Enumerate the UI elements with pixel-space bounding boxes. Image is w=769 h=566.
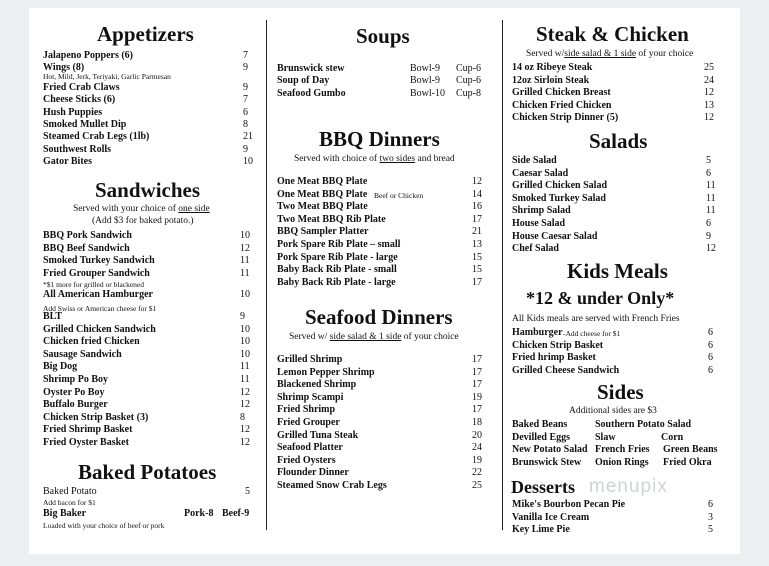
side-item: Green Beans	[663, 444, 718, 456]
item-price: 12	[472, 176, 482, 187]
menu-page	[29, 8, 740, 554]
item-name: Seafood Gumbo	[277, 87, 346, 99]
item-name: Gator Bites	[43, 156, 92, 168]
item-price: 25	[704, 62, 714, 73]
side-item: Baked Beans	[512, 419, 568, 430]
side-item: Corn	[661, 431, 684, 443]
item-price: 12	[240, 437, 250, 448]
side-item: New Potato Salad	[512, 444, 588, 456]
item-price: 13	[704, 99, 714, 111]
side-item: Slaw	[595, 431, 616, 443]
soups-title: Soups	[356, 24, 410, 48]
item-name: Brunswick stew	[277, 63, 345, 74]
item-name: Fried hrimp Basket	[512, 352, 596, 364]
item-price: 17	[472, 276, 482, 288]
item-name: Fried Grouper	[277, 417, 340, 428]
item-name: Smoked Mullet Dip	[43, 119, 127, 130]
item-name: Two Meat BBQ Rib Plate	[277, 213, 386, 225]
kids-title-2: *12 & under Only*	[526, 288, 675, 308]
item-price: 20	[472, 429, 482, 441]
item-name: Chicken Fried Chicken	[512, 99, 612, 111]
side-item: Brunswick Stew	[512, 456, 582, 468]
baked-potatoes-title: Baked Potatoes	[78, 460, 217, 484]
steak-title: Steak & Chicken	[536, 22, 689, 46]
item-price: 6	[706, 218, 711, 229]
item-name: Mike's Bourbon Pecan Pie	[512, 499, 626, 510]
kids-title: Kids Meals	[567, 259, 668, 283]
side-item: Onion Rings	[595, 456, 649, 468]
item-name: Fried Grouper Sandwich	[43, 267, 150, 279]
cheese-note: -Add cheese for $1	[563, 329, 621, 338]
item-name: Chef Salad	[512, 243, 559, 255]
item-price: 19	[472, 454, 482, 466]
item-price: 6	[708, 339, 713, 351]
item-name: Fried Crab Claws	[43, 81, 120, 93]
bbq-subtitle: Served with choice of two sides and bread	[294, 154, 455, 164]
desserts-title: Desserts	[511, 477, 575, 497]
item-price: 17	[472, 379, 482, 391]
sides-subtitle: Additional sides are $3	[569, 406, 657, 416]
item-cup: Cup-8	[456, 87, 481, 99]
item-price: 10	[243, 156, 253, 168]
item-name: Smoked Turkey Salad	[512, 192, 606, 204]
sides-title: Sides	[597, 380, 644, 404]
sandwiches-title: Sandwiches	[95, 178, 201, 202]
column-divider	[502, 20, 503, 530]
item-name: BBQ Beef Sandwich	[43, 242, 130, 254]
item-price: 12	[704, 112, 714, 124]
item-name: Grilled Tuna Steak	[277, 429, 359, 441]
item-price: 17	[472, 404, 482, 416]
item-name: All American Hamburger	[43, 289, 153, 301]
item-price: 6	[706, 167, 711, 179]
item-price: 7	[243, 50, 248, 61]
item-price: 18	[472, 417, 482, 428]
item-price: 9	[240, 311, 245, 322]
item-name: Grilled Chicken Sandwich	[43, 323, 156, 335]
item-price: 12	[240, 424, 250, 436]
item-name: BBQ Sampler Platter	[277, 226, 369, 238]
item-name: 12oz Sirloin Steak	[512, 74, 590, 86]
item-name: Baby Back Rib Plate - large	[277, 276, 396, 288]
item-name: Side Salad	[512, 155, 557, 166]
item-bowl: Bowl-9	[410, 63, 440, 74]
item-name: Grilled Cheese Sandwich	[512, 364, 620, 376]
item-name: Buffalo Burger	[43, 399, 108, 411]
item-price: 6	[708, 499, 713, 510]
item-name: Chicken Strip Basket	[512, 339, 604, 351]
side-item: French Fries	[595, 444, 650, 456]
item-name: Steamed Crab Legs (1lb)	[43, 131, 150, 143]
item-bowl: Bowl-10	[410, 87, 445, 99]
item-price: 10	[240, 230, 250, 241]
item-name: Pork Spare Rib Plate - large	[277, 251, 398, 263]
item-price: 12	[706, 243, 716, 255]
item-price: 3	[708, 511, 713, 523]
item-cup: Cup-6	[456, 75, 481, 87]
item-name: BBQ Pork Sandwich	[43, 230, 132, 241]
item-name: Hush Puppies	[43, 106, 103, 118]
item-name: Oyster Po Boy	[43, 386, 105, 398]
item-bowl: Bowl-9	[410, 75, 440, 87]
item-price: 11	[706, 180, 716, 192]
item-price: 17	[472, 213, 482, 225]
item-name: Shrimp Salad	[512, 205, 571, 217]
kids-subtitle: All Kids meals are served with French Fries	[512, 314, 680, 324]
bbq-title: BBQ Dinners	[319, 127, 440, 151]
item-price: 12	[240, 386, 250, 398]
beef-chicken-note: Beef or Chicken	[374, 191, 424, 200]
item-price: 10	[240, 336, 250, 348]
item-price: 12	[240, 399, 250, 411]
item-name: House Salad	[512, 218, 566, 229]
item-name: Two Meat BBQ Plate	[277, 201, 368, 213]
item-price: 6	[708, 364, 713, 376]
item-price: 5	[706, 155, 711, 166]
item-name: BLT	[43, 311, 63, 322]
item-name: Blackened Shrimp	[277, 379, 357, 391]
side-item: Devilled Eggs	[512, 431, 571, 443]
item-price: 12	[240, 242, 250, 254]
item-price: 6	[243, 106, 248, 118]
item-name: Big Dog	[43, 361, 78, 373]
item-name: Chicken Strip Dinner (5)	[512, 112, 619, 124]
item-name: Soup of Day	[277, 75, 330, 87]
item-price: 21	[472, 226, 482, 238]
item-name: Fried Oyster Basket	[43, 437, 129, 448]
item-price: 12	[704, 87, 714, 99]
item-name: Steamed Snow Crab Legs	[277, 480, 387, 491]
item-price: 16	[472, 201, 482, 213]
item-name: Grilled Shrimp	[277, 354, 343, 365]
sandwiches-subtitle: Served with your choice of one side	[73, 204, 210, 214]
wings-note: Hot, Mild, Jerk, Teriyaki, Garlic Parmesan	[43, 72, 171, 81]
item-name: Grilled Chicken Breast	[512, 87, 611, 99]
item-price: 10	[240, 323, 250, 335]
item-price: 6	[708, 352, 713, 364]
item-name: Key Lime Pie	[512, 524, 570, 536]
seafood-title: Seafood Dinners	[305, 305, 453, 329]
item-price: 17	[472, 366, 482, 378]
item-price: 7	[243, 94, 248, 106]
big-baker-note: Loaded with your choice of beef or pork	[43, 521, 165, 530]
item-price: 10	[240, 289, 250, 301]
item-name: Seafood Platter	[277, 442, 343, 454]
item-name: Chicken Strip Basket (3)	[43, 411, 149, 423]
item-price: 10	[240, 348, 250, 360]
item-price: 24	[704, 74, 714, 86]
item-cup: Cup-6	[456, 63, 481, 74]
burger-note: Add Swiss or American cheese for $1	[43, 304, 157, 313]
side-item: Southern Potato Salad	[595, 419, 692, 430]
item-price: 8	[240, 411, 245, 423]
item-name: Chicken fried Chicken	[43, 336, 140, 348]
item-price: 9	[243, 62, 248, 74]
column-divider	[266, 20, 267, 530]
item-price: 9	[706, 230, 711, 242]
grouper-note: *$1 more for grilled or blackened	[43, 280, 145, 289]
appetizers-title: Appetizers	[97, 22, 194, 46]
item-name: Pork Spare Rib Plate – small	[277, 239, 401, 250]
item-price: 11	[240, 361, 250, 373]
item-price: 24	[472, 442, 482, 454]
item-name: Southwest Rolls	[43, 143, 112, 155]
item-price: 11	[240, 267, 250, 279]
item-price: 19	[472, 391, 482, 403]
seafood-subtitle: Served w/ side salad & 1 side of your choice	[289, 332, 459, 342]
bacon-note: Add bacon for $1	[43, 498, 96, 507]
steak-subtitle: Served w/side salad & 1 side of your choice	[526, 49, 694, 59]
salads-title: Salads	[589, 129, 648, 153]
item-name: Sausage Sandwich	[43, 348, 122, 360]
item-price: 21	[243, 131, 253, 143]
item-price: 8	[243, 119, 248, 130]
item-price: 9	[243, 81, 248, 93]
item-name: Jalapeno Poppers (6)	[43, 50, 133, 61]
item-price: 6	[708, 327, 713, 338]
item-price: 5	[708, 524, 713, 536]
item-name: Lemon Pepper Shrimp	[277, 366, 375, 378]
item-name: Baby Back Rib Plate - small	[277, 264, 397, 276]
item-price: 17	[472, 354, 482, 365]
item-price: 15	[472, 264, 482, 276]
item-price: 9	[243, 143, 248, 155]
item-name: Fried Oysters	[277, 454, 336, 466]
item-name: Fried Shrimp	[277, 404, 336, 416]
item-name: Wings (8)	[43, 62, 85, 74]
sandwiches-subtitle-2: (Add $3 for baked potato.)	[92, 216, 194, 226]
item-name: Shrimp Scampi	[277, 391, 344, 403]
item-price: 11	[240, 255, 250, 267]
side-item: Fried Okra	[663, 456, 712, 468]
item-name: 14 oz Ribeye Steak	[512, 62, 593, 73]
item-name: Vanilla Ice Cream	[512, 511, 590, 523]
menu-item: Big Baker Pork-8 Beef-9	[43, 508, 250, 519]
item-name: One Meat BBQ Plate	[277, 188, 368, 200]
item-name: Smoked Turkey Sandwich	[43, 255, 155, 267]
item-name: Cheese Sticks (6)	[43, 94, 116, 106]
item-name: Shrimp Po Boy	[43, 374, 109, 385]
item-price: 11	[706, 192, 716, 204]
item-name: Grilled Chicken Salad	[512, 180, 608, 192]
item-price: 15	[472, 251, 482, 263]
item-price: 13	[472, 239, 482, 250]
item-name: Hamburger	[512, 327, 563, 338]
item-name: Fried Shrimp Basket	[43, 424, 133, 436]
item-name: One Meat BBQ Plate	[277, 176, 368, 187]
item-price: 14	[472, 188, 482, 200]
menu-item: Baked Potato 5	[43, 486, 250, 497]
item-name: House Caesar Salad	[512, 230, 598, 242]
item-price: 25	[472, 480, 482, 491]
item-name: Flounder Dinner	[277, 467, 349, 479]
item-name: Caesar Salad	[512, 167, 569, 179]
watermark: menupix	[589, 476, 668, 497]
item-price: 22	[472, 467, 482, 479]
item-price: 11	[240, 374, 250, 385]
item-price: 11	[706, 205, 716, 217]
